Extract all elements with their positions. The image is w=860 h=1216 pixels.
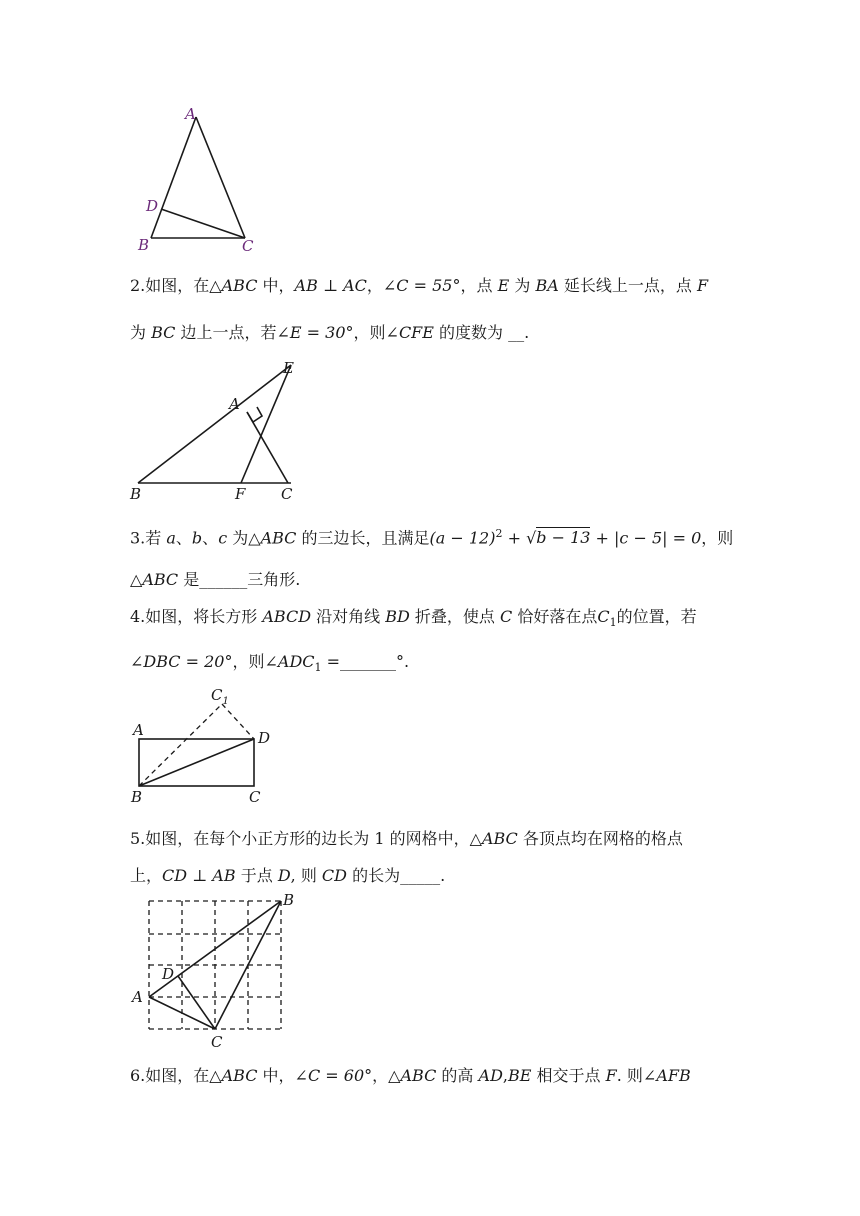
- segment-c1d: [222, 704, 254, 739]
- text: 相交于点: [531, 1066, 606, 1085]
- text: =_______°.: [321, 652, 410, 671]
- figure-1-triangle: [130, 100, 270, 260]
- label-c: C: [211, 1033, 223, 1051]
- question-number: 5.: [130, 829, 146, 848]
- text: 边上一点，若: [175, 323, 277, 342]
- math-bd: BD: [385, 607, 410, 626]
- text: 中，: [257, 1066, 295, 1085]
- math-a: a: [166, 528, 176, 548]
- segment-be: [138, 365, 291, 483]
- math-ba: BA: [535, 276, 559, 295]
- label-b: B: [283, 891, 295, 909]
- label-d: D: [162, 965, 175, 983]
- label-d: D: [146, 197, 159, 215]
- question-3-line-1: [130, 524, 750, 548]
- text: ，: [372, 1066, 389, 1085]
- sqrt-symbol: √: [526, 528, 537, 548]
- math-angle-afb: ∠AFB: [642, 1066, 691, 1085]
- text: 如图，在每个小正方形的边长为 1 的网格中，: [145, 829, 470, 848]
- math-expression: + |c − 5| = 0: [590, 528, 702, 548]
- math-c: C: [500, 607, 513, 626]
- figure-4-rectangle: [125, 683, 290, 808]
- text: ，则: [701, 528, 734, 548]
- text: 延长线上一点，点: [558, 276, 697, 295]
- text: ,: [502, 1066, 508, 1085]
- label-c1: $C_1$: [211, 686, 229, 707]
- text: 为: [509, 276, 536, 295]
- math-f: F: [696, 276, 709, 295]
- label-c: C: [249, 788, 261, 806]
- text: ，则: [353, 323, 386, 342]
- text: 沿对角线: [311, 607, 386, 626]
- figure-5-grid: [125, 890, 305, 1055]
- triangle-symbol: △: [209, 276, 222, 295]
- math-cd: CD: [321, 866, 347, 885]
- math-abc: ABC: [400, 1066, 437, 1085]
- math-d: D: [277, 866, 291, 885]
- math-b: b: [191, 528, 203, 548]
- diagonal-bd: [139, 739, 254, 786]
- text: 中，: [257, 276, 295, 295]
- segment-ab: [151, 117, 196, 238]
- triangle-symbol: △: [388, 1066, 401, 1085]
- text: 于点: [235, 866, 278, 885]
- math-angle-c: ∠C = 55°: [382, 276, 461, 295]
- math-be: BE: [508, 1066, 532, 1085]
- label-f: F: [235, 485, 246, 503]
- math-abc: ABC: [260, 528, 297, 548]
- question-number: 3.: [130, 528, 146, 548]
- text: 的高: [436, 1066, 479, 1085]
- text: 折叠，使点: [409, 607, 501, 626]
- math-c1: C: [597, 607, 610, 626]
- label-b: B: [138, 236, 150, 254]
- label-a: A: [132, 988, 143, 1006]
- text: 为: [130, 323, 152, 342]
- triangle-symbol: △: [130, 570, 143, 589]
- triangle-symbol: △: [209, 1066, 222, 1085]
- question-4-line-2: [130, 652, 750, 678]
- math-radicand: b − 13: [536, 528, 591, 548]
- label-a: A: [185, 105, 196, 123]
- segment-ef: [241, 365, 291, 483]
- text: 是______三角形.: [178, 570, 301, 589]
- triangle-symbol: △: [248, 528, 261, 548]
- math-abc: ABC: [221, 276, 258, 295]
- segment-bc1: [139, 704, 222, 786]
- math-expression: +: [502, 528, 527, 548]
- figure-2-triangle: [125, 356, 310, 506]
- text: 的长为_____.: [346, 866, 446, 885]
- math-e: E: [497, 276, 510, 295]
- question-2-line-1: [130, 276, 750, 296]
- math-subscript: 1: [609, 616, 617, 630]
- label-a: A: [133, 721, 144, 739]
- text: ，则: [232, 652, 265, 671]
- text: ，: [366, 276, 383, 295]
- question-6-line-1: [130, 1066, 750, 1086]
- text: 的位置，若: [616, 607, 697, 626]
- text: 的三边长，且满足: [296, 528, 430, 548]
- text: 为: [227, 528, 249, 548]
- triangle-symbol: △: [469, 829, 482, 848]
- text: 如图，将长方形: [145, 607, 263, 626]
- math-angle-dbc: ∠DBC = 20°: [130, 652, 233, 671]
- label-c: C: [242, 237, 254, 255]
- math-f: F: [605, 1066, 617, 1085]
- text: 、: [175, 528, 192, 548]
- question-5-line-2: [130, 866, 750, 886]
- math-abcd: ABCD: [262, 607, 312, 626]
- text: 、: [202, 528, 219, 548]
- text: 各顶点均在网格的格点: [517, 829, 683, 848]
- text: 如图，在: [145, 276, 210, 295]
- math-angle-adc1: ∠ADC: [264, 652, 315, 671]
- math-c: c: [218, 528, 228, 548]
- text: 上，: [130, 866, 163, 885]
- math-subscript: 1: [314, 661, 322, 675]
- text: 恰好落在点: [512, 607, 598, 626]
- question-number: 2.: [130, 276, 146, 295]
- math-abc: ABC: [221, 1066, 258, 1085]
- segment-ac: [196, 117, 245, 238]
- math-angle-cfe: ∠CFE: [385, 323, 434, 342]
- math-abc: ABC: [142, 570, 179, 589]
- text: ，点: [460, 276, 498, 295]
- question-2-line-2: [130, 323, 750, 343]
- text: , 则: [290, 866, 322, 885]
- label-b: B: [131, 788, 143, 806]
- question-3-line-2: [130, 570, 750, 590]
- question-number: 6.: [130, 1066, 146, 1085]
- text: 的度数为 __.: [433, 323, 530, 342]
- text: 如图，在: [145, 1066, 210, 1085]
- math-bc: BC: [151, 323, 176, 342]
- math-cd-perp-ab: CD ⊥ AB: [162, 866, 236, 885]
- math-abc: ABC: [481, 829, 518, 848]
- question-5-line-1: [130, 829, 750, 849]
- question-number: 4.: [130, 607, 146, 626]
- math-exponent: 2: [495, 527, 503, 540]
- label-d: D: [258, 729, 271, 747]
- text: 若: [145, 528, 167, 548]
- segment-dc: [161, 209, 245, 238]
- label-c: C: [281, 485, 293, 503]
- math-ad: AD: [478, 1066, 503, 1085]
- label-a: A: [229, 395, 240, 413]
- math-expression: (a − 12): [429, 528, 496, 548]
- math-ab-perp-ac: AB ⊥ AC: [294, 276, 367, 295]
- question-4-line-1: [130, 607, 750, 633]
- text: . 则: [616, 1066, 643, 1085]
- right-angle-mark: [247, 407, 262, 422]
- math-angle-e: ∠E = 30°: [276, 323, 354, 342]
- label-e: E: [283, 359, 294, 377]
- label-b: B: [130, 485, 142, 503]
- segment-cd: [178, 976, 215, 1029]
- math-angle-c: ∠C = 60°: [294, 1066, 373, 1085]
